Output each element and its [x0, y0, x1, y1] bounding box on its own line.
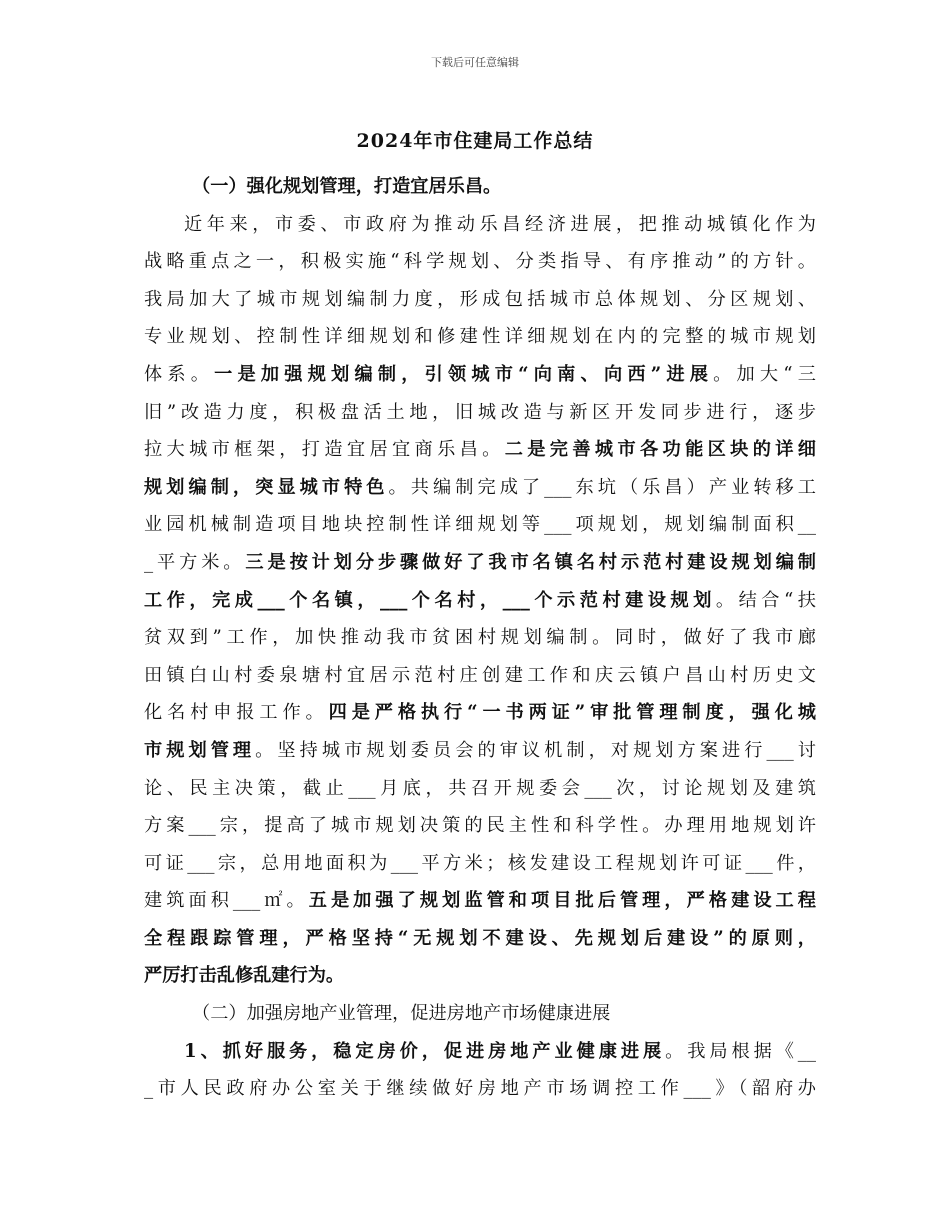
- text-segment: （二）加强房地产业管理，促进房地产市场健康进展: [192, 1003, 611, 1025]
- text-segment: 拉大城市框架，打造宜居宜商乐昌。: [144, 439, 505, 461]
- text-line: [144, 243, 816, 281]
- text-line: [144, 807, 816, 845]
- text-segment: 田镇白山村委泉塘村宜居示范村庄创建工作和庆云镇户昌山村历史文: [144, 664, 816, 686]
- text-line: [144, 544, 816, 582]
- bold-text-segment: 一是加强规划编制，引领城市“向南、向西”进展: [214, 363, 714, 385]
- bold-text-segment: 严厉打击乱修乱建行为: [144, 965, 326, 987]
- text-line: [144, 957, 816, 995]
- text-segment: 。共编制完成了___东坑（乐昌）产业转移工: [388, 476, 816, 498]
- text-line: [144, 394, 816, 432]
- text-segment: 。: [325, 965, 345, 987]
- text-line: [144, 770, 816, 808]
- text-line: [144, 995, 816, 1033]
- text-segment: 旧”改造力度，积极盘活土地，旧城改造与新区开发同步进行，逐步: [144, 401, 816, 423]
- text-line: [144, 469, 816, 507]
- text-segment: 近年来，市委、市政府为推动乐昌经济进展，把推动城镇化作为: [184, 213, 816, 235]
- text-line: [144, 1033, 816, 1071]
- text-segment: 业园机械制造项目地块控制性详细规划等___项规划，规划编制面积__: [144, 514, 816, 536]
- text-segment: 战略重点之一，积极实施“科学规划、分类指导、有序推动”的方针。: [144, 251, 816, 273]
- text-segment: 化名村申报工作。: [144, 702, 329, 724]
- text-line: [144, 657, 816, 695]
- text-line: [144, 582, 816, 620]
- document-body: [144, 168, 816, 1108]
- document-title: 2024年市住建局工作总结: [356, 130, 594, 152]
- text-line: [144, 318, 816, 356]
- text-segment: _市人民政府办公室关于继续做好房地产市场调控工作___》（韶府办: [144, 1078, 816, 1100]
- bold-text-segment: 规划编制，突显城市特色: [144, 476, 389, 498]
- bold-text-segment: 全程跟踪管理，严格坚持“无规划不建设、先规划后建设”的原则，: [144, 927, 816, 949]
- text-segment: _平方米。: [144, 551, 246, 573]
- text-line: [144, 619, 816, 657]
- text-segment: 贫双到”工作，加快推动我市贫困村规划编制。同时，做好了我市廊: [144, 627, 816, 649]
- text-line: [144, 732, 816, 770]
- text-segment: 。坚持城市规划委员会的审议机制，对规划方案进行___讨: [255, 739, 816, 761]
- text-line: [144, 694, 816, 732]
- bold-text-segment: 五是加强了规划监管和项目批后管理，严格建设工程: [308, 890, 816, 912]
- text-segment: 专业规划、控制性详细规划和修建性详细规划在内的完整的城市规划: [144, 326, 816, 348]
- text-line: [144, 281, 816, 319]
- text-line: [144, 356, 816, 394]
- text-segment: 体系。: [144, 363, 215, 385]
- text-line: [144, 882, 816, 920]
- bold-text-segment: 三是按计划分步骤做好了我市名镇名村示范村建设规划编制: [245, 551, 816, 573]
- text-line: [144, 431, 816, 469]
- bold-text-segment: 四是严格执行“一书两证”审批管理制度，强化城: [328, 702, 816, 724]
- text-segment: 方案___宗，提高了城市规划决策的民主性和科学性。办理用地规划许: [144, 815, 816, 837]
- text-segment: 论、民主决策，截止___月底，共召开规委会___次，讨论规划及建筑: [144, 777, 816, 799]
- text-segment: 。结合“扶: [715, 589, 816, 611]
- text-segment: 我局加大了城市规划编制力度，形成包括城市总体规划、分区规划、: [144, 288, 816, 310]
- bold-text-segment: 二是完善城市各功能区块的详细: [504, 439, 816, 461]
- text-line: [144, 206, 816, 244]
- text-line: [144, 506, 816, 544]
- bold-text-segment: （一）强化规划管理，打造宜居乐昌。: [192, 176, 502, 197]
- text-segment: 。我局根据《__: [665, 1040, 816, 1062]
- text-line: [144, 920, 816, 958]
- text-segment: 建筑面积___㎡。: [144, 890, 309, 912]
- bold-text-segment: 1、抓好服务，稳定房价，促进房地产业健康进展: [184, 1040, 666, 1062]
- page-header: 下载后可任意编辑: [431, 56, 519, 69]
- text-segment: 。加大“三: [713, 363, 816, 385]
- bold-text-segment: 市规划管理: [144, 739, 256, 761]
- bold-text-segment: 工作，完成___个名镇，___个名村，___个示范村建设规划: [144, 589, 716, 611]
- text-line: [144, 845, 816, 883]
- text-line: [144, 1070, 816, 1108]
- text-line: [144, 168, 816, 206]
- text-segment: 可证___宗，总用地面积为___平方米；核发建设工程规划许可证___件，: [144, 852, 816, 874]
